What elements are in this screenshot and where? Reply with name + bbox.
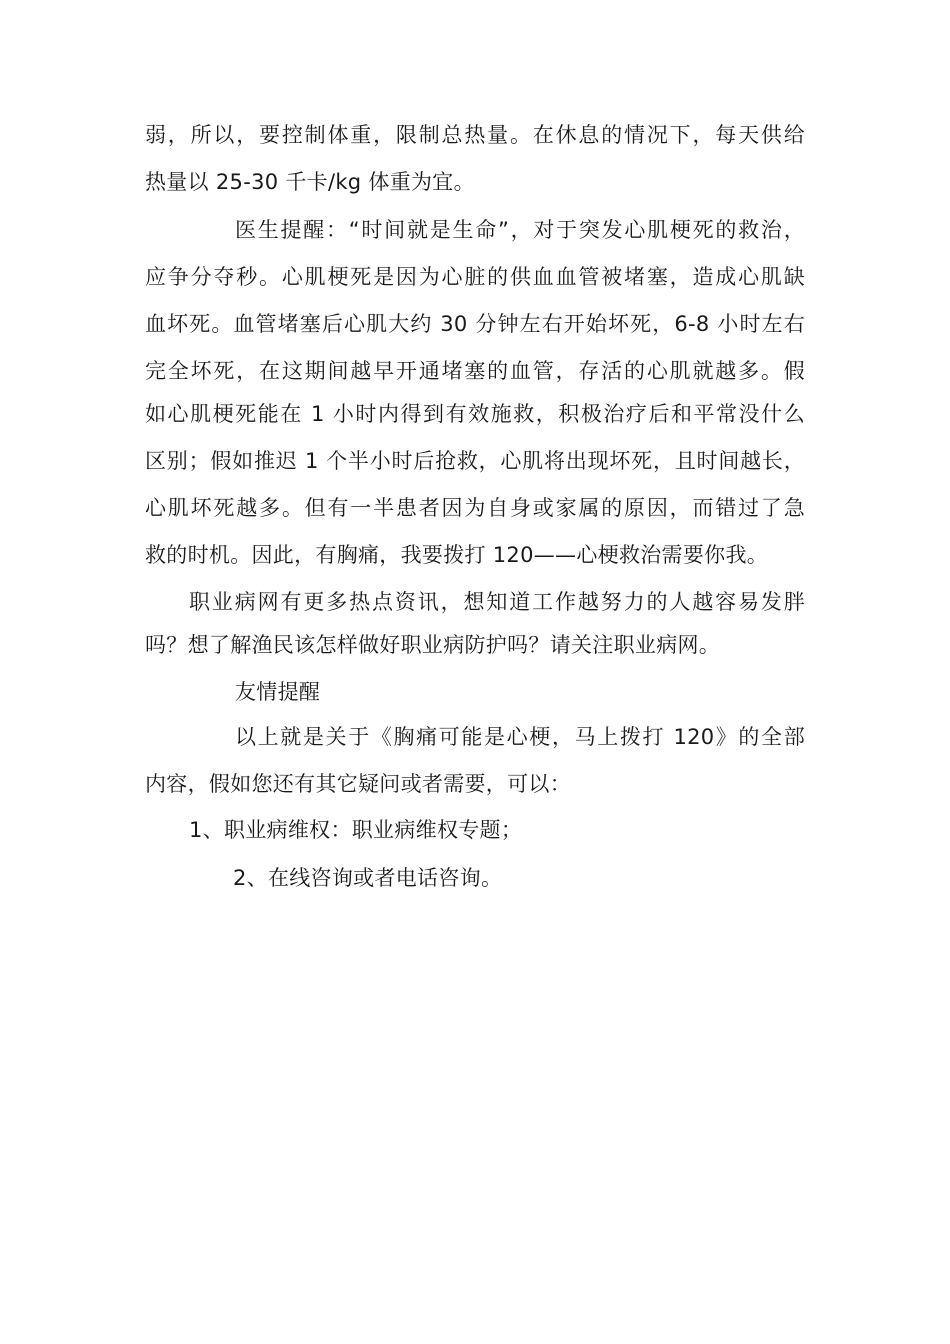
summary-line-2: 内容，假如您还有其它疑问或者需要，可以： <box>145 772 571 796</box>
promo-line-1: 职业病网有更多热点资讯，想知道工作越努力的人越容易发胖 <box>189 590 805 614</box>
doctor-reminder-line-3: 血坏死。血管堵塞后心肌大约 30 分钟左右开始坏死，6-8 小时左右 <box>145 312 805 336</box>
doctor-reminder-line-1: 医生提醒：“时间就是生命”，对于突发心肌梗死的救治， <box>235 218 805 242</box>
doctor-reminder-line-7: 心肌坏死越多。但有一半患者因为自身或家属的原因，而错过了急 <box>145 496 805 520</box>
promo-line-2: 吗？想了解渔民该怎样做好职业病防护吗？请关注职业病网。 <box>145 633 721 657</box>
doctor-reminder-line-8: 救的时机。因此，有胸痛，我要拨打 120——心梗救治需要你我。 <box>145 543 769 567</box>
doctor-reminder-line-6: 区别；假如推迟 1 个半小时后抢救，心肌将出现坏死，且时间越长， <box>145 449 805 473</box>
list-item-1: 1、职业病维权：职业病维权专题； <box>189 818 523 842</box>
doctor-reminder-line-4: 完全坏死，在这期间越早开通堵塞的血管，存活的心肌就越多。假 <box>145 359 805 383</box>
doctor-reminder-line-5: 如心肌梗死能在 1 小时内得到有效施救，积极治疗后和平常没什么 <box>145 402 805 426</box>
list-item-2: 2、在线咨询或者电话咨询。 <box>233 866 503 890</box>
doctor-reminder-line-2: 应争分夺秒。心肌梗死是因为心脏的供血血管被堵塞，造成心肌缺 <box>145 265 805 289</box>
body-line-1: 弱，所以，要控制体重，限制总热量。在休息的情况下，每天供给 <box>145 123 805 147</box>
friendly-reminder-heading: 友情提醒 <box>235 680 321 704</box>
body-line-2: 热量以 25-30 千卡/kg 体重为宜。 <box>145 170 475 194</box>
summary-line-1: 以上就是关于《胸痛可能是心梗，马上拨打 120》的全部 <box>235 725 805 749</box>
